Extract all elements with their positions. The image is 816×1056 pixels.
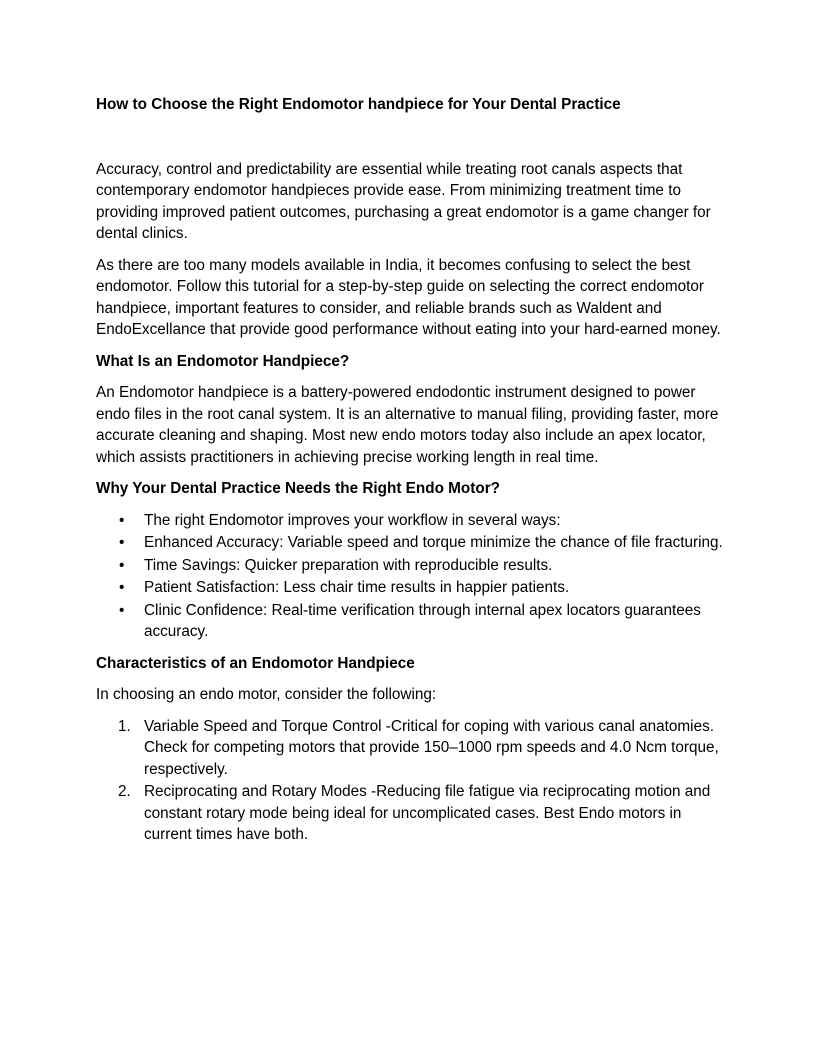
intro-paragraph-1: Accuracy, control and predictability are essential while treating root canals aspects that contemporary endomotor handpieces provide ease. From minimizing treatment time to providing improved patient outcomes, purchasing a great endomotor is a game changer for dental clinics. xyxy=(96,160,711,242)
bullet-icon: • xyxy=(119,511,125,529)
bullet-icon: • xyxy=(119,556,125,574)
bullet-icon: • xyxy=(119,601,125,619)
section-intro-characteristics: In choosing an endo motor, consider the following: xyxy=(96,686,437,703)
characteristics-list xyxy=(96,716,724,846)
list-item-text: Variable Speed and Torque Control -Critical for coping with various canal anatomies. Check for competing motors that provide 150–1000 rpm speeds and 4.0 Ncm torque, respectively. xyxy=(144,717,719,778)
list-number: 1. xyxy=(118,717,131,735)
list-item-text: Clinic Confidence: Real-time verification through internal apex locators guarantees accuracy. xyxy=(144,601,701,640)
section-heading-what-is: What Is an Endomotor Handpiece? xyxy=(96,352,350,370)
list-item-text: Patient Satisfaction: Less chair time results in happier patients. xyxy=(144,579,570,596)
list-item-text: Time Savings: Quicker preparation with reproducible results. xyxy=(144,556,553,574)
bullet-icon: • xyxy=(119,579,125,596)
list-item xyxy=(119,555,724,577)
bullet-icon: • xyxy=(119,534,125,551)
list-item xyxy=(118,781,724,846)
list-item-text: Enhanced Accuracy: Variable speed and torque minimize the chance of file fracturing. xyxy=(144,534,723,551)
document-title: How to Choose the Right Endomotor handpiece for Your Dental Practice xyxy=(96,96,621,113)
list-item-text: The right Endomotor improves your workflow in several ways: xyxy=(144,511,561,529)
section-heading-characteristics: Characteristics of an Endomotor Handpiece xyxy=(96,654,415,672)
list-item xyxy=(119,510,724,532)
list-item xyxy=(118,716,724,781)
section-paragraph-what-is: An Endomotor handpiece is a battery-powered endodontic instrument designed to power endo files in the root canal system. It is an alternative to manual filing, providing faster, more accurate cleaning and shaping. Most new endo motors today also include an apex locator, which assists practitioners in achieving precise working length in real time. xyxy=(96,384,719,466)
list-item xyxy=(119,577,724,599)
list-item-text: Reciprocating and Rotary Modes -Reducing file fatigue via reciprocating motion and constant rotary mode being ideal for uncomplicated cases. Best Endo motors in current times have both. xyxy=(144,783,711,843)
benefits-list xyxy=(96,510,724,643)
section-heading-why: Why Your Dental Practice Needs the Right Endo Motor? xyxy=(96,480,500,497)
list-item xyxy=(119,532,724,554)
document-page xyxy=(96,94,724,856)
list-number: 2. xyxy=(118,783,131,800)
list-item xyxy=(119,600,724,643)
intro-paragraph-2: As there are too many models available in India, it becomes confusing to select the best endomotor. Follow this tutorial for a step-by-step guide on selecting the correct endomotor handpiece, important features to consider, and reliable brands such as Waldent and EndoExcellance that provide good performance without eating into your hard-earned money. xyxy=(96,256,721,338)
